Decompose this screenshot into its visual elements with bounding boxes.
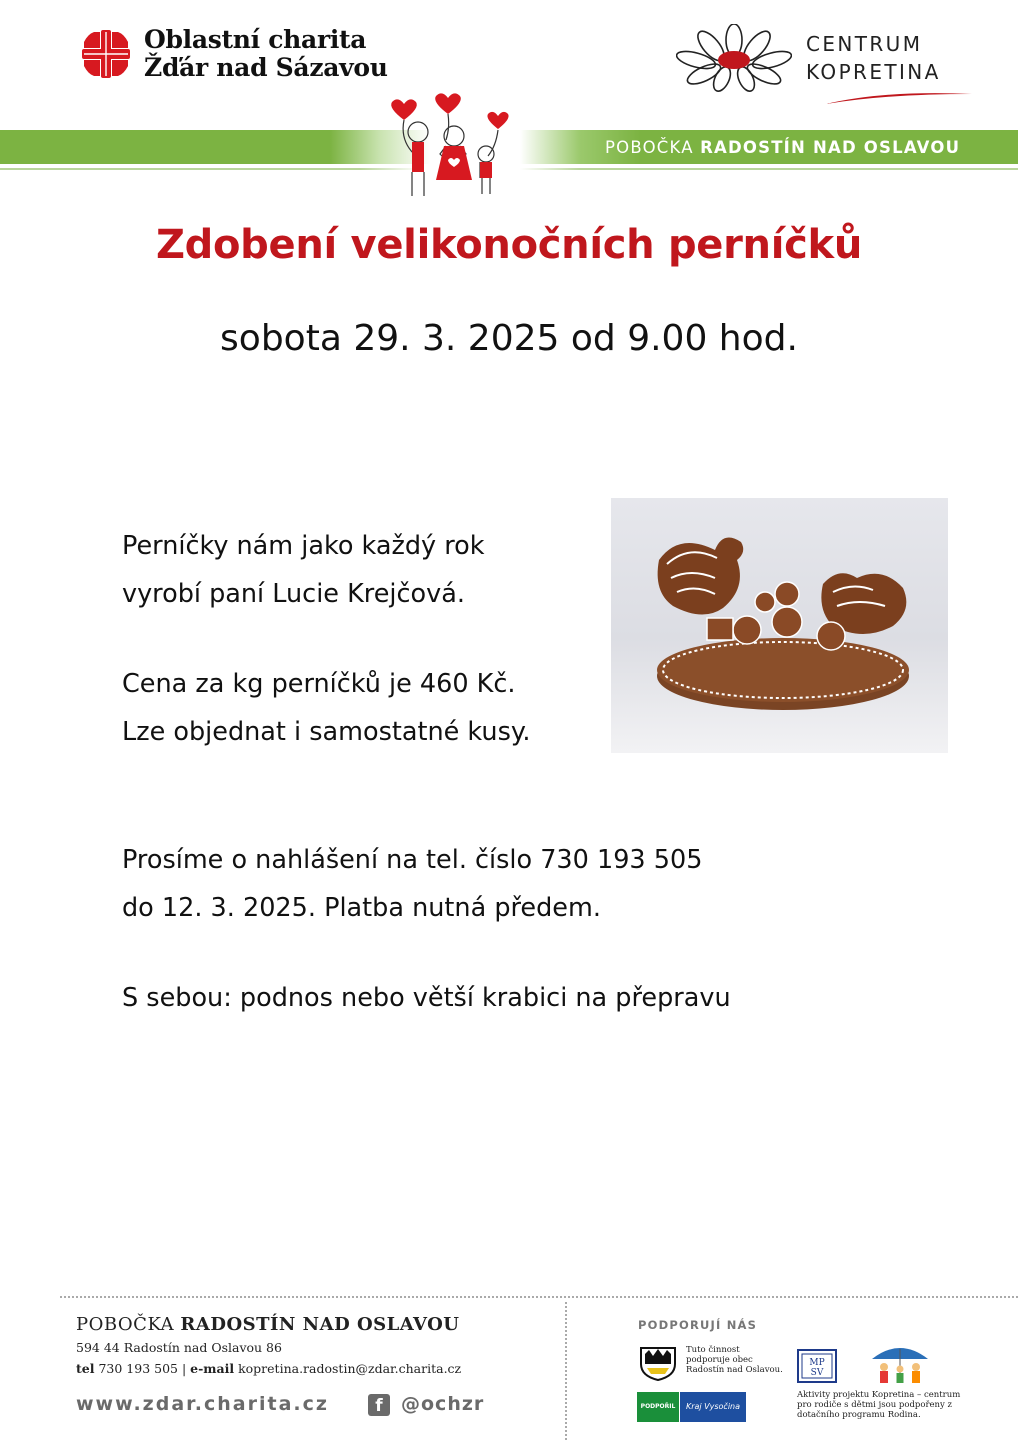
footer-vertical-divider (565, 1302, 567, 1440)
footer-branch-prefix: POBOČKA (76, 1314, 181, 1335)
kraj-vysocina-logo: Kraj Vysočina (680, 1392, 746, 1422)
radostin-crest-icon (637, 1344, 679, 1382)
podporil-badge: PODPOŘIL (637, 1392, 679, 1422)
paragraph-maker-line2: vyrobí paní Lucie Krejčová. (122, 579, 465, 609)
header-branch-name: RADOSTÍN NAD OSLAVOU (700, 138, 961, 157)
footer-contact (76, 1361, 461, 1376)
footer-tel: 730 193 505 | (94, 1361, 191, 1376)
mpsv-logo (797, 1349, 837, 1383)
family-balloons-illustration (384, 92, 516, 200)
paragraph-bring-line1: S sebou: podnos nebo větší krabici na přepravu (122, 983, 731, 1013)
supporters-heading: PODPORUJÍ NÁS (638, 1318, 758, 1332)
kopretina-swoosh (826, 88, 972, 106)
crest-support-text: Tuto činnost podporuje obec Radostín nad Oslavou. (686, 1345, 783, 1375)
footer-tel-label: tel (76, 1361, 95, 1376)
footer-website-link[interactable]: www.zdar.charita.cz (76, 1393, 329, 1415)
paragraph-price (122, 660, 530, 756)
svg-text:SV: SV (810, 1368, 824, 1378)
header-branch-prefix: POBOČKA (605, 138, 701, 157)
event-date: sobota 29. 3. 2025 od 9.00 hod. (220, 318, 798, 359)
charita-name-line1: Oblastní charita (144, 25, 367, 54)
kopretina-line2: KOPRETINA (806, 60, 941, 84)
footer-divider (60, 1296, 1018, 1298)
charita-name-line2: Žďár nad Sázavou (144, 53, 388, 82)
footer-email[interactable]: kopretina.radostin@zdar.charita.cz (234, 1361, 462, 1376)
paragraph-registration-line1: Prosíme o nahlášení na tel. číslo 730 193 505 (122, 845, 703, 875)
footer-facebook-link[interactable]: @ochzr (401, 1393, 485, 1415)
paragraph-maker (122, 522, 485, 618)
charita-name (144, 26, 388, 82)
paragraph-maker-line1: Perníčky nám jako každý rok (122, 531, 485, 561)
kopretina-family-logo (868, 1341, 932, 1389)
facebook-icon[interactable]: f (368, 1394, 390, 1416)
paragraph-price-line1: Cena za kg perníčků je 460 Kč. (122, 669, 516, 699)
footer-address: 594 44 Radostín nad Oslavou 86 (76, 1340, 282, 1355)
paragraph-registration (122, 836, 702, 932)
footer-branch (76, 1314, 459, 1335)
kopretina-line1: CENTRUM (806, 32, 923, 56)
paragraph-price-line2: Lze objednat i samostatné kusy. (122, 717, 531, 747)
project-support-text: Aktivity projektu Kopretina – centrum pro rodiče s dětmi jsou podpořeny z dotačního programu Rodina. (797, 1390, 961, 1420)
header-branch-label (605, 137, 960, 159)
footer-email-label: e-mail (190, 1361, 235, 1376)
event-title: Zdobení velikonočních perníčků (155, 222, 863, 268)
charita-cross-logo (80, 28, 132, 80)
paragraph-registration-line2: do 12. 3. 2025. Platba nutná předem. (122, 893, 601, 923)
svg-text:MP: MP (809, 1358, 825, 1368)
kopretina-flower-logo (676, 24, 792, 92)
gingerbread-photo (611, 498, 948, 753)
paragraph-bring (122, 974, 731, 1022)
footer-branch-name: RADOSTÍN NAD OSLAVOU (180, 1314, 460, 1335)
kopretina-name (806, 30, 941, 86)
